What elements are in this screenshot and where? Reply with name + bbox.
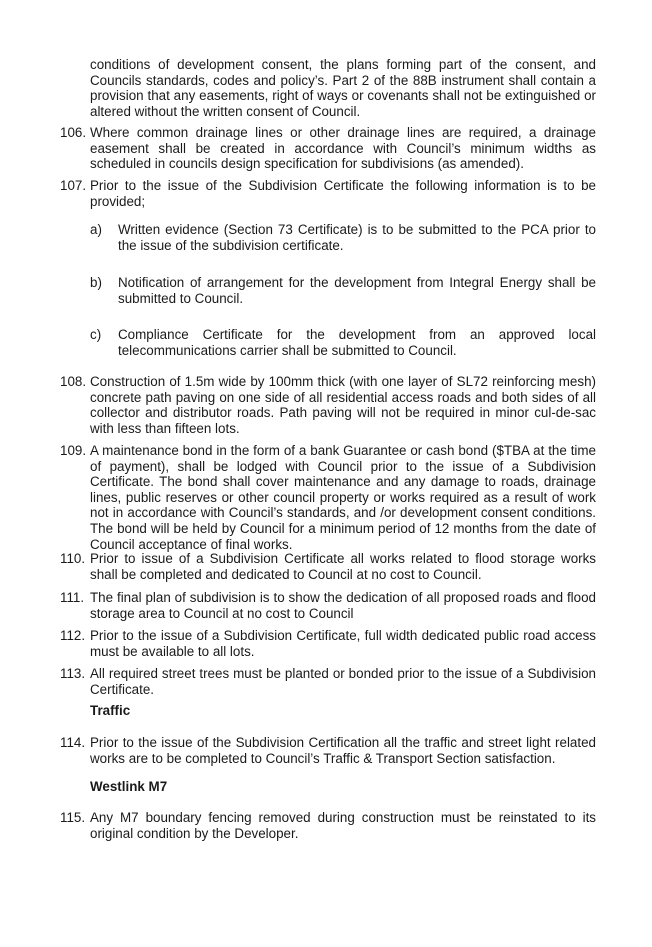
condition-text: Prior to the issue of the Subdivision Certification all the traffic and street light related works are to be completed to Council’s Traffic & Transport Section satisfaction. [90,735,596,766]
subitem-label: c) [90,327,102,342]
subitem-text: Written evidence (Section 73 Certificate) is to be submitted to the PCA prior to the issue of the subdivision certificate. [118,222,596,253]
condition-number: 113. [60,666,86,681]
condition-text: Prior to the issue of the Subdivision Certificate the following information is to be provided; [90,178,596,209]
condition-text: Any M7 boundary fencing removed during construction must be reinstated to its original condition by the Developer. [90,810,596,841]
subitem-c [90,327,596,358]
condition-106 [60,125,596,172]
condition-number: 114. [60,735,86,750]
condition-text: Where common drainage lines or other drainage lines are required, a drainage easement shall be created in accordance with Council’s minimum widths as scheduled in councils design specification for subdivisions (as amended). [90,125,596,172]
condition-108 [60,374,596,436]
condition-number: 108. [60,374,87,389]
subitem-text: Notification of arrangement for the development from Integral Energy shall be submitted to Council. [118,275,596,306]
condition-107 [60,178,596,209]
condition-text: Construction of 1.5m wide by 100mm thick (with one layer of SL72 reinforcing mesh) concrete path paving on one side of all residential access roads and both sides of all collector and distributor roads. Path paving will not be required in minor cul-de-sac with less than fifteen lots. [90,374,596,436]
condition-text: Prior to the issue of a Subdivision Certificate, full width dedicated public road access must be available to all lots. [90,628,596,659]
subitem-label: a) [90,222,102,237]
condition-text: A maintenance bond in the form of a bank Guarantee or cash bond ($TBA at the time of payment), shall be lodged with Council prior to the issue of a Subdivision Certificate. The bond shall cover maintenance and any damage to roads, drainage lines, public reserves or other council property or works required as a result of work not in accordance with Council’s standards, and /or development consent conditions. The bond will be held by Council for a minimum period of 12 months from the date of Council acceptance of final works. [90,443,596,552]
condition-number: 107. [60,178,87,193]
condition-113 [60,666,596,697]
condition-number: 111. [60,590,85,605]
condition-number: 112. [60,628,86,643]
condition-number: 110. [60,551,86,566]
subitem-text: Compliance Certificate for the development from an approved local telecommunications carrier shall be submitted to Council. [118,327,596,358]
heading-westlink-m7: Westlink M7 [90,779,168,794]
condition-text: The final plan of subdivision is to show the dedication of all proposed roads and flood storage area to Council at no cost to Council [90,590,596,621]
condition-110 [60,551,596,582]
condition-115 [60,810,596,841]
condition-text: All required street trees must be planted or bonded prior to the issue of a Subdivision Certificate. [90,666,596,697]
subitem-label: b) [90,275,102,290]
continuation-paragraph: conditions of development consent, the plans forming part of the consent, and Councils standards, codes and policy’s. Part 2 of the 88B instrument shall contain a provision that any easements, right of ways or covenants shall not be extinguished or altered without the written consent of Council. [90,57,596,119]
condition-114 [60,735,596,766]
condition-number: 109. [60,443,87,458]
condition-number: 115. [60,810,86,825]
subitem-a [90,222,596,253]
condition-109 [60,443,596,552]
heading-traffic: Traffic [90,703,131,718]
subitem-b [90,275,596,306]
condition-111 [60,590,596,621]
condition-number: 106. [60,125,87,140]
condition-112 [60,628,596,659]
condition-text: Prior to issue of a Subdivision Certificate all works related to flood storage works shall be completed and dedicated to Council at no cost to Council. [90,551,596,582]
